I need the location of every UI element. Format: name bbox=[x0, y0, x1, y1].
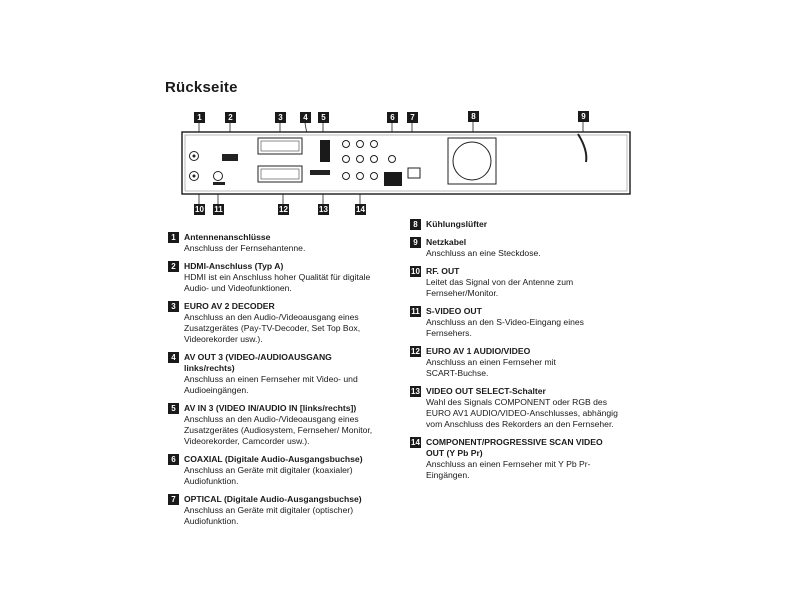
callout-5: 5 bbox=[318, 112, 329, 123]
item-description: Anschluss an einen Fernseher mit Video- und Audioeingängen. bbox=[184, 374, 358, 395]
item-number-badge: 6 bbox=[168, 454, 179, 465]
callout-12: 12 bbox=[279, 205, 288, 214]
legend-item-5 bbox=[168, 403, 400, 447]
legend-item-8 bbox=[410, 219, 632, 230]
item-heading: Antennenanschlüsse bbox=[184, 232, 271, 242]
item-description: Wahl des Signals COMPONENT oder RGB des EURO AV1 AUDIO/VIDEO-Anschlusses, abhängig vom Anschluss des Rekorders an den Fernseher. bbox=[426, 397, 618, 429]
legend-item-1 bbox=[168, 232, 400, 254]
item-description: Anschluss der Fernsehantenne. bbox=[184, 243, 306, 253]
legend-item-13 bbox=[410, 386, 632, 430]
legend-item-6 bbox=[168, 454, 400, 487]
legend-item-3 bbox=[168, 301, 400, 345]
item-number-badge: 14 bbox=[411, 438, 420, 447]
item-number-badge: 3 bbox=[168, 301, 179, 312]
item-heading: EURO AV 1 AUDIO/VIDEO bbox=[426, 346, 531, 356]
legend-item-7 bbox=[168, 494, 400, 527]
legend-item-10 bbox=[410, 266, 632, 299]
item-number-badge: 2 bbox=[168, 261, 179, 272]
callout-3: 3 bbox=[275, 112, 286, 123]
item-description: Anschluss an Geräte mit digitaler (optischer) Audiofunktion. bbox=[184, 505, 354, 526]
item-description: Anschluss an den Audio-/Videoausgang eines Zusatzgerätes (Pay-TV-Decoder, Set Top Box, Videorekorder usw.). bbox=[184, 312, 361, 344]
item-heading: S-VIDEO OUT bbox=[426, 306, 482, 316]
legend-item-14 bbox=[410, 437, 632, 481]
item-number-badge: 11 bbox=[411, 307, 420, 316]
item-number-badge: 7 bbox=[168, 494, 179, 505]
item-heading: COAXIAL (Digitale Audio-Ausgangsbuchse) bbox=[184, 454, 363, 464]
callout-9: 9 bbox=[578, 111, 589, 122]
item-number-badge: 5 bbox=[168, 403, 179, 414]
item-number-badge: 9 bbox=[410, 237, 421, 248]
callout-1: 1 bbox=[194, 112, 205, 123]
page-title: Rückseite bbox=[165, 79, 238, 96]
item-heading: AV OUT 3 (VIDEO-/AUDIOAUSGANG links/rechts) bbox=[184, 352, 332, 373]
item-number-badge: 8 bbox=[410, 219, 421, 230]
callout-13: 13 bbox=[319, 205, 328, 214]
item-heading: AV IN 3 (VIDEO IN/AUDIO IN [links/rechts]) bbox=[184, 403, 357, 413]
callout-6: 6 bbox=[387, 112, 398, 123]
item-description: Anschluss an den Audio-/Videoausgang eines Zusatzgerätes (Audiosystem, Fernseher/ Monitor, Videorekorder, Camcorder usw.). bbox=[184, 414, 373, 446]
legend-left-column bbox=[168, 232, 400, 534]
rear-panel-diagram bbox=[160, 104, 640, 224]
legend-item-2 bbox=[168, 261, 400, 294]
callout-11: 11 bbox=[214, 205, 223, 214]
callout-14: 14 bbox=[356, 205, 365, 214]
item-heading: Kühlungslüfter bbox=[426, 219, 488, 229]
legend-item-11 bbox=[410, 306, 632, 339]
legend-item-9 bbox=[410, 237, 632, 259]
item-heading: VIDEO OUT SELECT-Schalter bbox=[426, 386, 546, 396]
legend-item-12 bbox=[410, 346, 632, 379]
item-description: Leitet das Signal von der Antenne zum Fernseher/Monitor. bbox=[426, 277, 574, 298]
item-description: Anschluss an Geräte mit digitaler (koaxialer) Audiofunktion. bbox=[184, 465, 353, 486]
item-heading: COMPONENT/PROGRESSIVE SCAN VIDEO OUT (Y Pb Pr) bbox=[426, 437, 603, 458]
item-heading: Netzkabel bbox=[426, 237, 467, 247]
item-number-badge: 4 bbox=[168, 352, 179, 363]
item-description: HDMI ist ein Anschluss hoher Qualität für digitale Audio- und Videofunktionen. bbox=[184, 272, 371, 293]
item-heading: RF. OUT bbox=[426, 266, 460, 276]
callout-10: 10 bbox=[195, 205, 204, 214]
legend-right-column bbox=[410, 219, 632, 488]
item-description: Anschluss an einen Fernseher mit Y Pb Pr- Eingängen. bbox=[426, 459, 591, 480]
item-number-badge: 13 bbox=[411, 387, 420, 396]
rear-panel-drawing bbox=[160, 104, 640, 224]
item-description: Anschluss an den S-Video-Eingang eines Fernsehers. bbox=[426, 317, 584, 338]
item-heading: EURO AV 2 DECODER bbox=[184, 301, 275, 311]
item-heading: HDMI-Anschluss (Typ A) bbox=[184, 261, 284, 271]
item-description: Anschluss an eine Steckdose. bbox=[426, 248, 541, 258]
callout-4: 4 bbox=[300, 112, 311, 123]
callout-8: 8 bbox=[468, 111, 479, 122]
callout-2: 2 bbox=[225, 112, 236, 123]
item-number-badge: 1 bbox=[168, 232, 179, 243]
legend-item-4 bbox=[168, 352, 400, 396]
item-description: Anschluss an einen Fernseher mit SCART-Buchse. bbox=[426, 357, 556, 378]
callout-7: 7 bbox=[407, 112, 418, 123]
item-number-badge: 10 bbox=[411, 267, 420, 276]
item-number-badge: 12 bbox=[411, 347, 420, 356]
item-heading: OPTICAL (Digitale Audio-Ausgangsbuchse) bbox=[184, 494, 362, 504]
